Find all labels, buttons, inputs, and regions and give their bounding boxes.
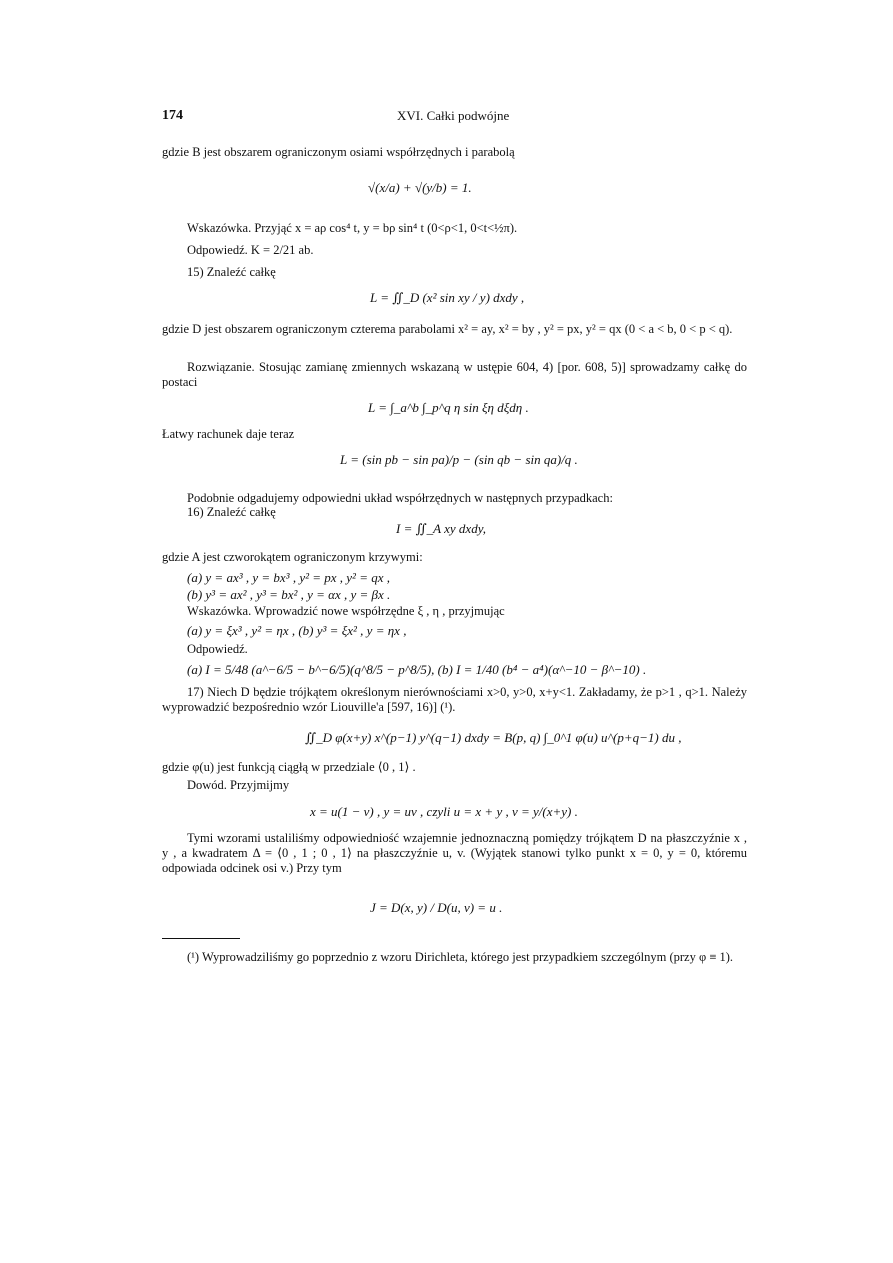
problem-16: 16) Znaleźć całkę	[187, 505, 276, 519]
curve-set-b: (b) y³ = ax² , y³ = bx² , y = αx , y = βx .	[187, 587, 391, 602]
text-line: gdzie B jest obszarem ograniczonym osiami współrzędnych i parabolą	[162, 145, 515, 159]
curve-set-a: (a) y = ax³ , y = bx³ , y² = px , y² = qx ,	[187, 570, 390, 585]
equation: I = ∬_A xy dxdy,	[396, 521, 486, 536]
equation: x = u(1 − v) , y = uv , czyli u = x + y , v = y/(x+y) .	[310, 804, 578, 819]
equation: L = ∬_D (x² sin xy / y) dxdy ,	[370, 290, 525, 305]
answer-line: Odpowiedź. K = 2/21 ab.	[187, 243, 314, 257]
problem-15: 15) Znaleźć całkę	[187, 265, 276, 279]
hint-line: Wskazówka. Wprowadzić nowe współrzędne ξ , η , przyjmując	[187, 604, 505, 618]
footnote: (¹) Wyprowadziliśmy go poprzednio z wzoru Dirichleta, którego jest przypadkiem szczególnym (przy φ ≡ 1).	[187, 950, 734, 964]
footnote-rule	[162, 938, 240, 939]
running-title: XVI. Całki podwójne	[397, 108, 510, 123]
text-line: Podobnie odgadujemy odpowiedni układ współrzędnych w następnych przypadkach:	[187, 491, 613, 505]
text-line: Łatwy rachunek daje teraz	[162, 427, 295, 441]
solution-paragraph: Rozwiązanie. Stosując zamianę zmiennych wskazaną w ustępie 604, 4) [por. 608, 5)] sprowadzamy całkę do postaci	[162, 360, 747, 389]
page-number: 174	[162, 108, 183, 123]
equation: J = D(x, y) / D(u, v) = u .	[370, 900, 503, 915]
hint-equations: (a) y = ξx³ , y² = ηx , (b) y³ = ξx² , y = ηx ,	[187, 623, 407, 638]
equation: √(x/a) + √(y/b) = 1.	[368, 180, 472, 195]
answer-line: Odpowiedź.	[187, 642, 248, 656]
equation: L = (sin pb − sin pa)/p − (sin qb − sin qa)/q .	[340, 452, 578, 467]
text-paragraph: gdzie D jest obszarem ograniczonym czterema parabolami x² = ay, x² = by , y² = px, y² = qx (0 < a < b, 0 < p < q).	[162, 322, 733, 336]
text-line: gdzie A jest czworokątem ograniczonym krzywymi:	[162, 550, 423, 564]
text-line: gdzie φ(u) jest funkcją ciągłą w przedziale ⟨0 , 1⟩ .	[162, 760, 416, 774]
proof-line: Dowód. Przyjmijmy	[187, 778, 290, 792]
problem-17: 17) Niech D będzie trójkątem określonym nierównościami x>0, y>0, x+y<1. Zakładamy, że p>1 , q>1. Należy wyprowadzić bezpośrednio wzór Liouville'a [597, 16)] (¹).	[162, 685, 747, 714]
hint-line: Wskazówka. Przyjąć x = aρ cos⁴ t, y = bρ sin⁴ t (0<ρ<1, 0<t<½π).	[187, 221, 518, 235]
text-paragraph: Tymi wzorami ustaliliśmy odpowiedniość wzajemnie jednoznaczną pomiędzy trójkątem D na płaszczyźnie x , y , a kwadratem Δ = ⟨0 , 1 ; 0 , 1⟩ na płaszczyźnie u, v. (Wyjątek stanowi tylko punkt x = 0, y = 0, któremu odpowiada odcinek osi v.) Przy tym	[162, 831, 747, 875]
equation: ∬_D φ(x+y) x^(p−1) y^(q−1) dxdy = B(p, q) ∫_0^1 φ(u) u^(p+q−1) du ,	[305, 730, 682, 745]
answer-equations: (a) I = 5/48 (a^−6/5 − b^−6/5)(q^8/5 − p^8/5), (b) I = 1/40 (b⁴ − a⁴)(α^−10 − β^−10) .	[187, 662, 647, 677]
equation: L = ∫_a^b ∫_p^q η sin ξη dξdη .	[368, 400, 529, 415]
